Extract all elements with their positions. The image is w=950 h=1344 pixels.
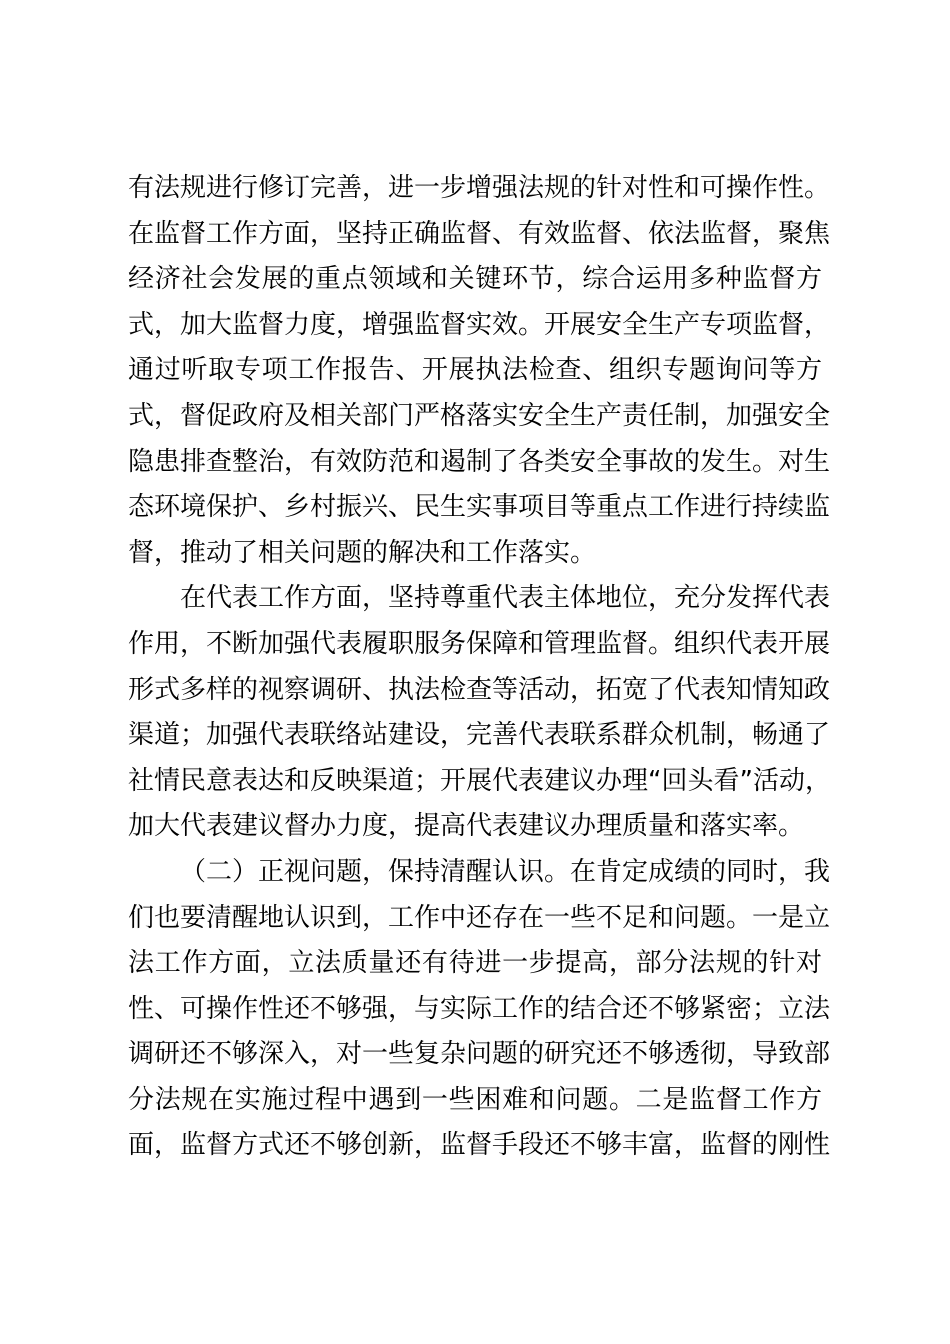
paragraph-3-line-4: 性、可操作性还不够强，与实际工作的结合还不够紧密；立法 [128, 993, 831, 1024]
paragraph-3-line-6: 分法规在实施过程中遇到一些困难和问题。二是监督工作方 [128, 1084, 822, 1115]
paragraph-1-line-9: 督，推动了相关问题的解决和工作落实。 [128, 537, 597, 568]
paragraph-1-line-2: 在监督工作方面，坚持正确监督、有效监督、依法监督，聚焦 [128, 218, 831, 249]
paragraph-1-line-3: 经济社会发展的重点领域和关键环节，综合运用多种监督方 [128, 264, 822, 295]
paragraph-3-line-7: 面，监督方式还不够创新，监督手段还不够丰富，监督的刚性 [128, 1130, 831, 1161]
paragraph-2-line-6: 加大代表建议督办力度，提高代表建议办理质量和落实率。 [128, 811, 805, 842]
paragraph-1-line-7: 隐患排查整治，有效防范和遏制了各类安全事故的发生。对生 [128, 446, 831, 477]
paragraph-2-line-2: 作用，不断加强代表履职服务保障和管理监督。组织代表开展 [128, 628, 831, 659]
paragraph-1-line-1: 有法规进行修订完善，进一步增强法规的针对性和可操作性。 [128, 173, 831, 203]
paragraph-3-line-1: （二）正视问题，保持清醒认识。在肯定成绩的同时，我 [180, 856, 831, 887]
paragraph-2-line-1: 在代表工作方面，坚持尊重代表主体地位，充分发挥代表 [180, 583, 831, 614]
paragraph-2-line-4: 渠道；加强代表联络站建设，完善代表联系群众机制，畅通了 [128, 720, 831, 751]
paragraph-1-line-5: 通过听取专项工作报告、开展执法检查、组织专题询问等方 [128, 355, 822, 386]
paragraph-1-line-8: 态环境保护、乡村振兴、民生实事项目等重点工作进行持续监 [128, 492, 831, 523]
paragraph-1-line-4: 式，加大监督力度，增强监督实效。开展安全生产专项监督， [128, 309, 831, 340]
paragraph-3-line-3: 法工作方面，立法质量还有待进一步提高，部分法规的针对 [128, 948, 822, 979]
paragraph-2-line-5: 社情民意表达和反映渠道；开展代表建议办理“回头看”活动， [128, 765, 831, 796]
paragraph-3-line-5: 调研还不够深入，对一些复杂问题的研究还不够透彻，导致部 [128, 1039, 831, 1070]
body-text [128, 166, 831, 1169]
paragraph-2-line-3: 形式多样的视察调研、执法检查等活动，拓宽了代表知情知政 [128, 674, 831, 705]
paragraph-3-line-2: 们也要清醒地认识到，工作中还存在一些不足和问题。一是立 [128, 902, 831, 933]
paragraph-1-line-6: 式，督促政府及相关部门严格落实安全生产责任制，加强安全 [128, 400, 831, 431]
